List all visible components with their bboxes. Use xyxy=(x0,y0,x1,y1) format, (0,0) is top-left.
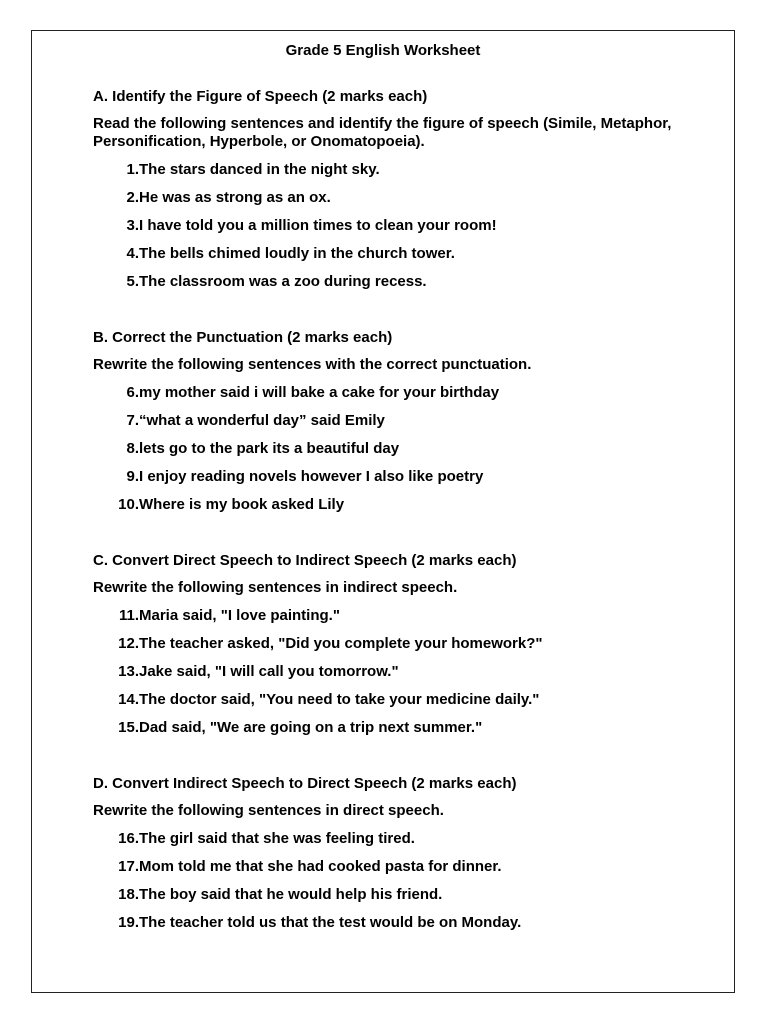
question-number: 14. xyxy=(118,691,139,708)
worksheet-page xyxy=(31,30,735,993)
question-text: lets go to the park its a beautiful day xyxy=(139,440,400,457)
question-text: The bells chimed loudly in the church tower. xyxy=(139,245,455,262)
question-item xyxy=(93,245,693,263)
question-text: I have told you a million times to clean your room! xyxy=(139,217,497,234)
section-heading: B. Correct the Punctuation (2 marks each) xyxy=(93,329,393,346)
question-number: 13. xyxy=(118,663,139,680)
question-text: Maria said, "I love painting." xyxy=(139,607,340,624)
section-c xyxy=(93,551,693,737)
question-list xyxy=(93,384,693,514)
question-text: Mom told me that she had cooked pasta for dinner. xyxy=(139,858,502,875)
question-number: 2. xyxy=(126,189,139,206)
question-item xyxy=(93,858,693,876)
question-item xyxy=(93,468,693,486)
question-number: 9. xyxy=(126,468,139,485)
question-text: my mother said i will bake a cake for your birthday xyxy=(139,384,500,401)
question-text: Where is my book asked Lily xyxy=(139,496,345,513)
question-item xyxy=(93,273,693,291)
section-heading: D. Convert Indirect Speech to Direct Speech (2 marks each) xyxy=(93,775,517,792)
question-item xyxy=(93,663,693,681)
question-text: The classroom was a zoo during recess. xyxy=(139,273,427,290)
question-text: The doctor said, "You need to take your medicine daily." xyxy=(139,691,540,708)
section-b xyxy=(93,328,693,514)
question-number: 3. xyxy=(126,217,139,234)
page-title: Grade 5 English Worksheet xyxy=(285,42,481,59)
question-list xyxy=(93,830,693,932)
question-number: 12. xyxy=(118,635,139,652)
question-text: “what a wonderful day” said Emily xyxy=(139,412,385,429)
question-text: The teacher told us that the test would be on Monday. xyxy=(139,914,522,931)
question-number: 18. xyxy=(118,886,139,903)
section-heading: C. Convert Direct Speech to Indirect Speech (2 marks each) xyxy=(93,552,517,569)
question-item xyxy=(93,914,693,932)
question-number: 10. xyxy=(118,496,139,513)
question-item xyxy=(93,161,693,179)
question-text: The stars danced in the night sky. xyxy=(139,161,380,178)
question-text: I enjoy reading novels however I also like poetry xyxy=(139,468,484,485)
section-d xyxy=(93,774,693,932)
question-number: 6. xyxy=(126,384,139,401)
question-item xyxy=(93,189,693,207)
question-number: 7. xyxy=(126,412,139,429)
question-number: 17. xyxy=(118,858,139,875)
question-number: 16. xyxy=(118,830,139,847)
question-item xyxy=(93,830,693,848)
question-text: Dad said, "We are going on a trip next summer." xyxy=(139,719,483,736)
question-number: 4. xyxy=(126,245,139,262)
question-item xyxy=(93,691,693,709)
question-number: 15. xyxy=(118,719,139,736)
section-heading: A. Identify the Figure of Speech (2 marks each) xyxy=(93,88,428,105)
question-item xyxy=(93,384,693,402)
question-text: The teacher asked, "Did you complete your homework?" xyxy=(139,635,543,652)
question-item xyxy=(93,719,693,737)
question-item xyxy=(93,217,693,235)
section-instruction: Rewrite the following sentences with the correct punctuation. xyxy=(93,356,532,373)
question-item xyxy=(93,886,693,904)
section-instruction: Read the following sentences and identify the figure of speech (Simile, Metaphor, Personification, Hyperbole, or Onomatopoeia). xyxy=(93,115,672,150)
question-number: 11. xyxy=(118,607,139,624)
section-a xyxy=(93,87,693,291)
question-item xyxy=(93,496,693,514)
question-number: 19. xyxy=(118,914,139,931)
question-text: The girl said that she was feeling tired. xyxy=(139,830,415,847)
question-number: 5. xyxy=(126,273,139,290)
worksheet-content xyxy=(93,87,693,932)
question-list xyxy=(93,607,693,737)
question-list xyxy=(93,161,693,291)
section-instruction: Rewrite the following sentences in indirect speech. xyxy=(93,579,458,596)
question-number: 1. xyxy=(126,161,139,178)
section-instruction: Rewrite the following sentences in direct speech. xyxy=(93,802,444,819)
question-item xyxy=(93,635,693,653)
question-text: The boy said that he would help his friend. xyxy=(139,886,443,903)
question-item xyxy=(93,607,693,625)
question-item xyxy=(93,412,693,430)
question-item xyxy=(93,440,693,458)
question-text: He was as strong as an ox. xyxy=(139,189,331,206)
question-text: Jake said, "I will call you tomorrow." xyxy=(139,663,399,680)
question-number: 8. xyxy=(126,440,139,457)
